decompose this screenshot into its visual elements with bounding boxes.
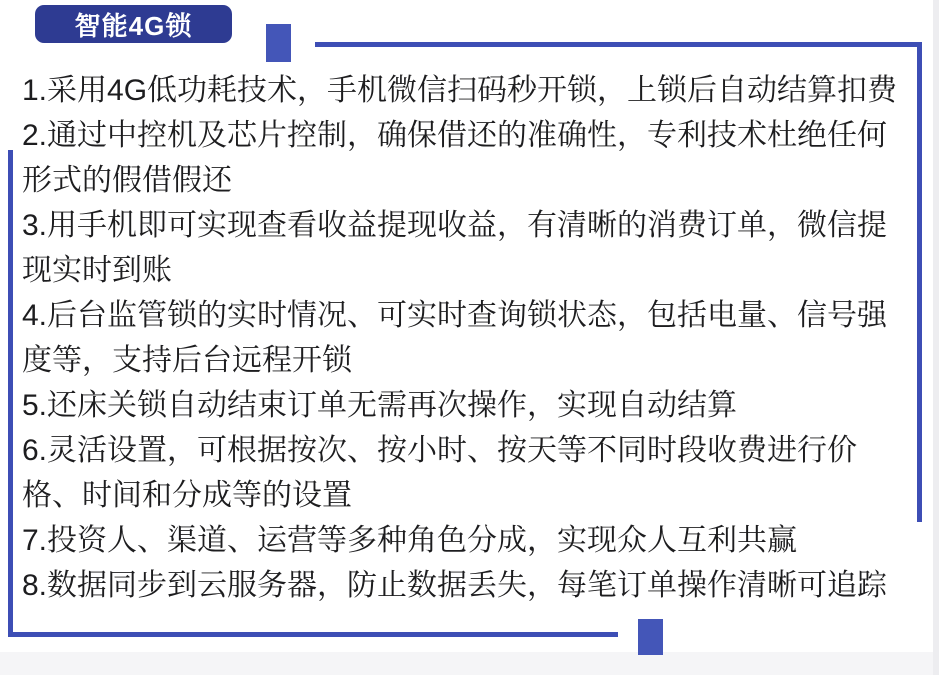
feature-item-4: 4.后台监管锁的实时情况、可实时查询锁状态，包括电量、信号强度等，支持后台远程开锁 (22, 299, 888, 377)
feature-item-3: 3.用手机即可实现查看收益提现收益，有清晰的消费订单，微信提现实时到账 (22, 209, 888, 287)
page-right-edge (933, 0, 939, 675)
frame-border-left (8, 150, 13, 637)
feature-item-7: 7.投资人、渠道、运营等多种角色分成，实现众人互利共赢 (22, 524, 798, 557)
feature-item-1: 1.采用4G低功耗技术，手机微信扫码秒开锁，上锁后自动结算扣费 (22, 74, 898, 107)
frame-border-bottom (8, 632, 618, 637)
page-bottom-edge (0, 652, 939, 675)
title-badge (35, 5, 232, 43)
feature-item-2: 2.通过中控机及芯片控制，确保借还的准确性，专利技术杜绝任何形式的假借假还 (22, 119, 888, 197)
feature-item-8: 8.数据同步到云服务器，防止数据丢失，每笔订单操作清晰可追踪 (22, 569, 888, 602)
frame-border-right (917, 42, 922, 522)
frame-border-top (315, 42, 922, 47)
decor-square-top-icon (266, 24, 291, 62)
feature-item-5: 5.还床关锁自动结束订单无需再次操作，实现自动结算 (22, 389, 738, 422)
feature-list (22, 68, 906, 608)
title-badge-label: 智能4G锁 (74, 10, 193, 41)
feature-item-6: 6.灵活设置，可根据按次、按小时、按天等不同时段收费进行价格、时间和分成等的设置 (22, 434, 858, 512)
decor-square-bottom-icon (638, 619, 663, 655)
